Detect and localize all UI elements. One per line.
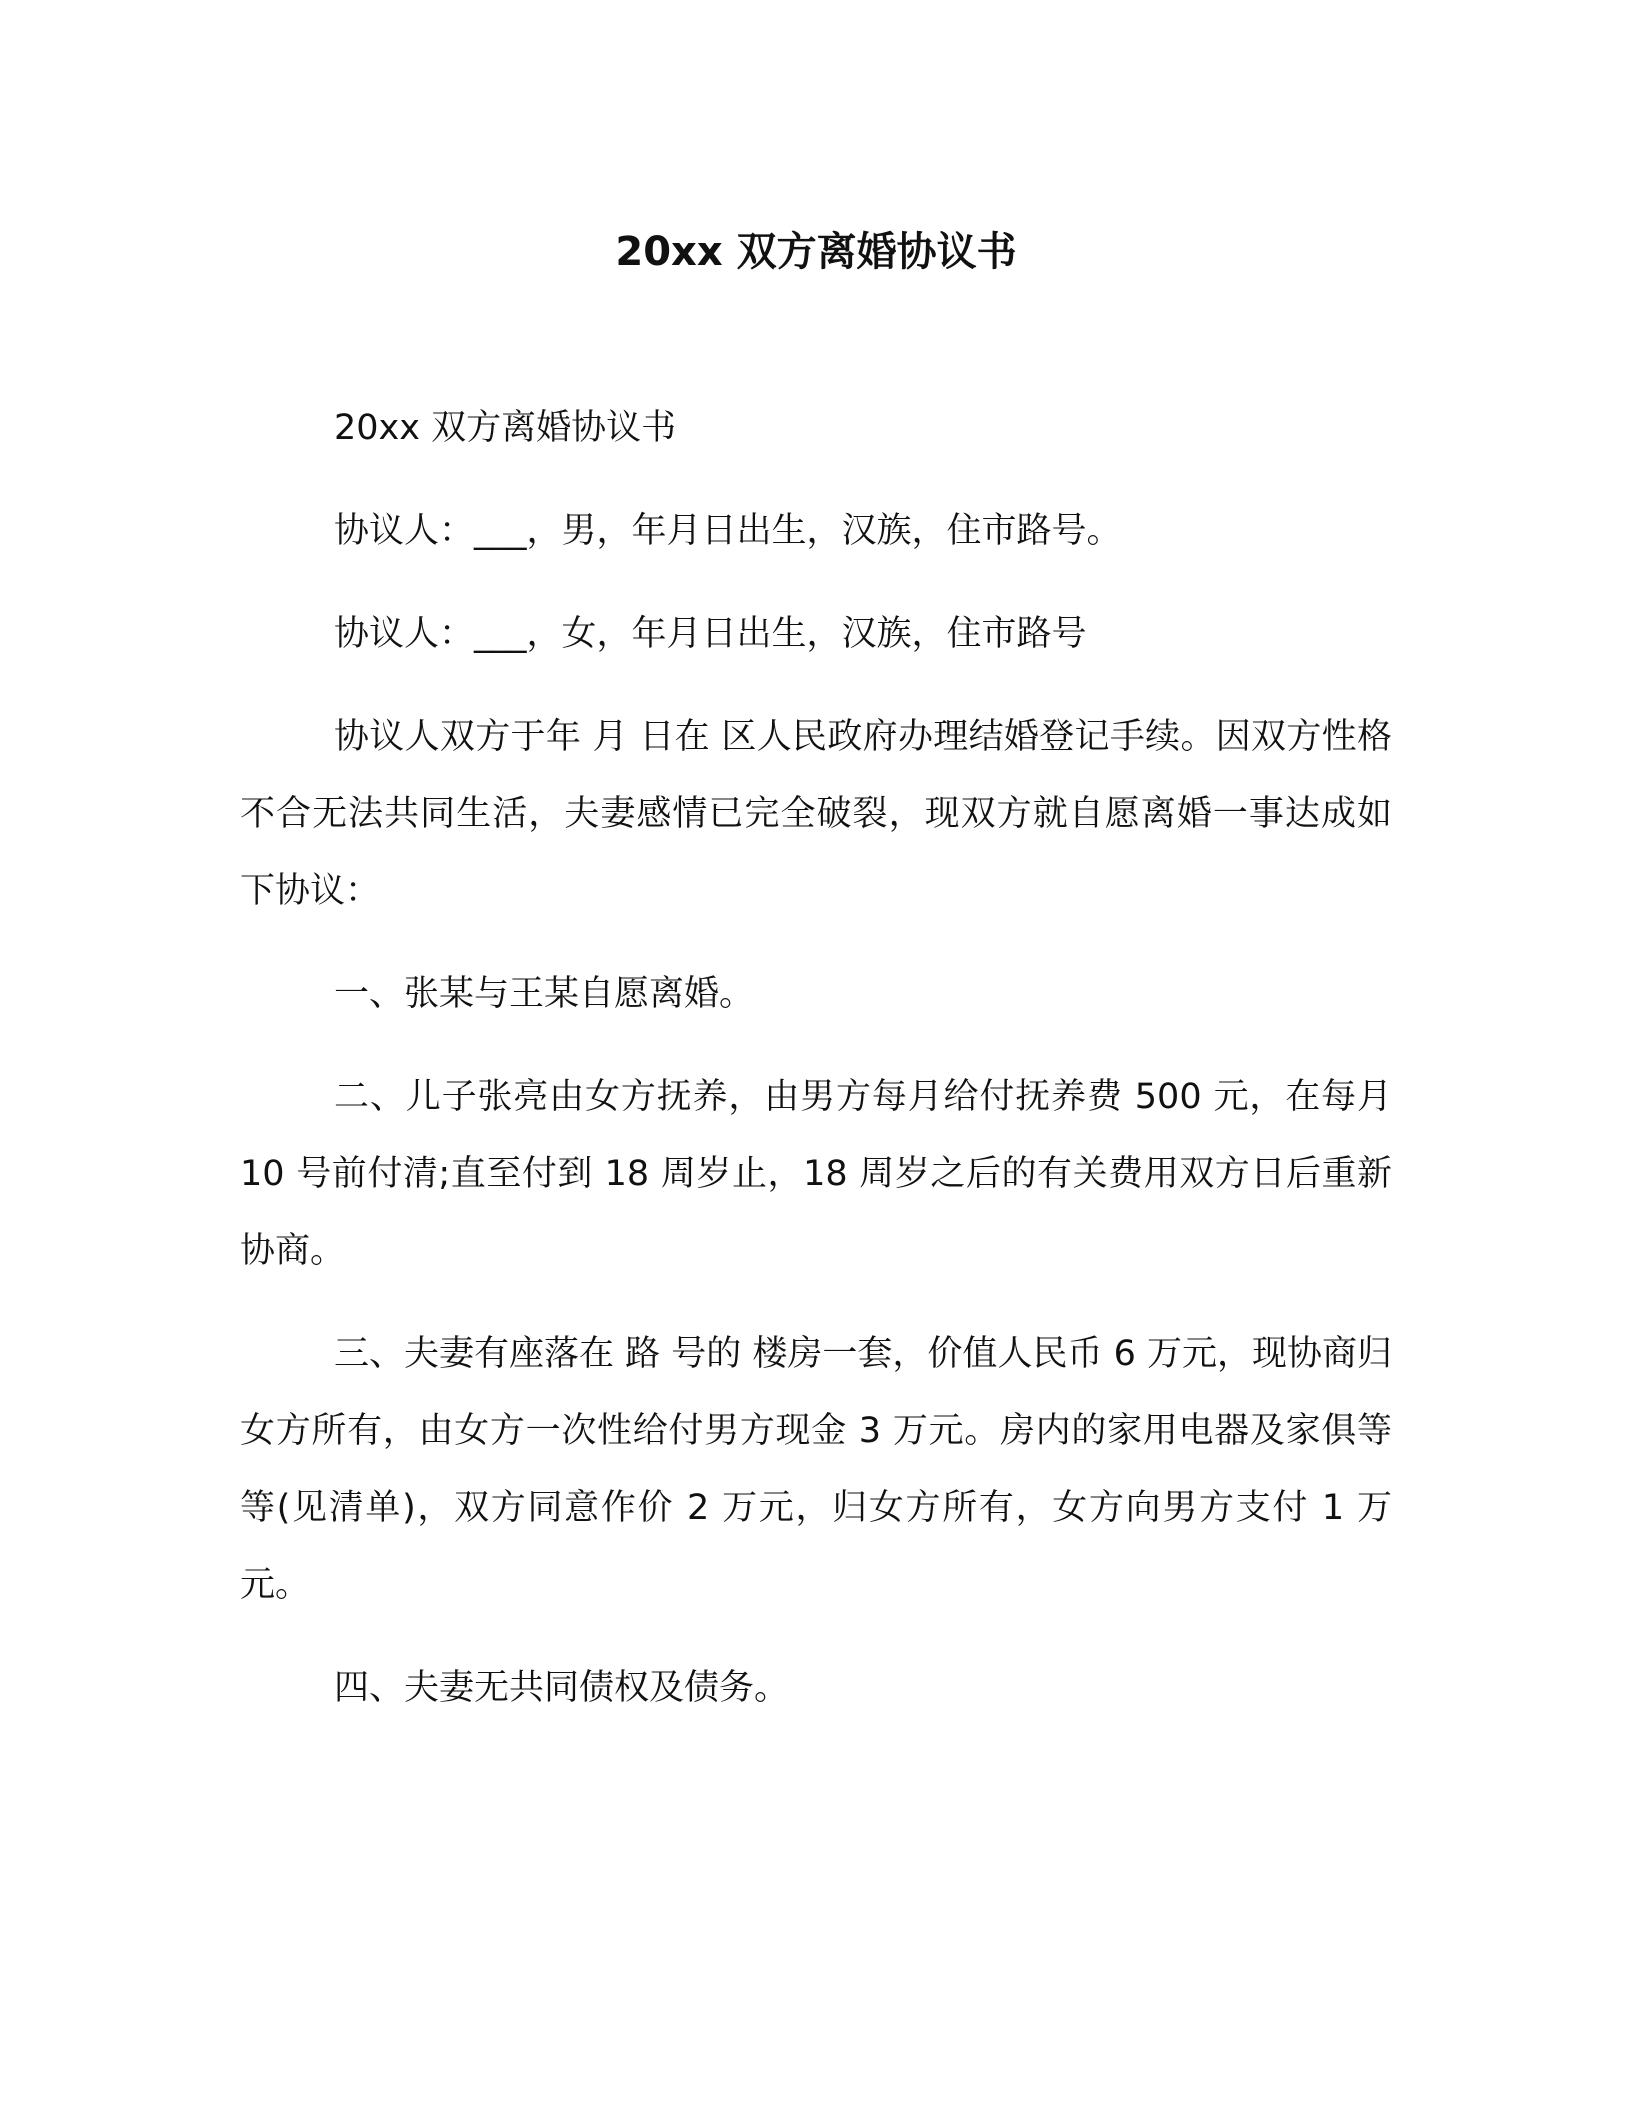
document-body xyxy=(240,390,1392,1753)
paragraph-clause-4: 四、夫妻无共同债权及债务。 xyxy=(334,1668,790,1708)
document-title: 20xx 双方离婚协议书 xyxy=(615,229,1017,275)
paragraph-heading: 20xx 双方离婚协议书 xyxy=(334,408,677,448)
paragraph-clause-1: 一、张某与王某自愿离婚。 xyxy=(334,974,755,1014)
paragraph-preamble: 协议人双方于年 月 日在 区人民政府办理结婚登记手续。因双方性格不合无法共同生活，夫妻感情已完全破裂，现双方就自愿离婚一事达成如下协议： xyxy=(240,717,1392,911)
paragraph-clause-3: 三、夫妻有座落在 路 号的 楼房一套，价值人民币 6 万元，现协商归女方所有，由女方一次性给付男方现金 3 万元。房内的家用电器及家俱等等(见清单)，双方同意作价 2 万元，归女方所有，女方向男方支付 1 万元。 xyxy=(240,1334,1392,1605)
paragraph-party-male: 协议人：___，男，年月日出生，汉族，住市路号。 xyxy=(334,511,1122,551)
paragraph-clause-2: 二、儿子张亮由女方抚养，由男方每月给付抚养费 500 元，在每月 10 号前付清;直至付到 18 周岁止，18 周岁之后的有关费用双方日后重新协商。 xyxy=(240,1077,1392,1271)
paragraph-party-female: 协议人：___，女，年月日出生，汉族，住市路号 xyxy=(334,614,1087,654)
